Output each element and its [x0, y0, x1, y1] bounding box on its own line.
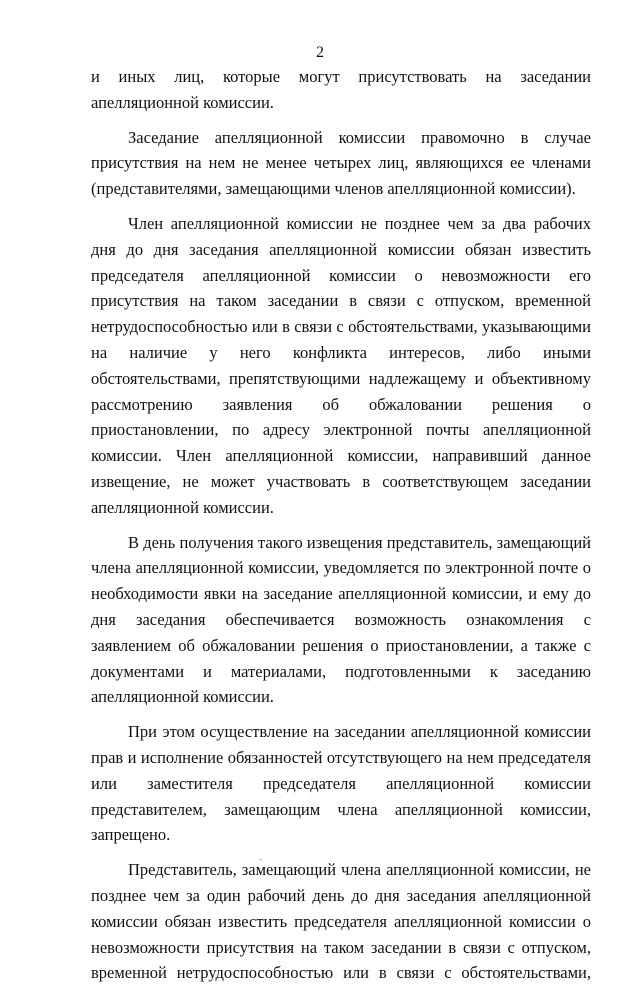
page-number: 2 [316, 44, 324, 61]
scan-artifact [259, 859, 262, 860]
paragraph-representative-notification: В день получения такого извещения представитель, замещающий члена апелляционной комиссии, уведомляется по электронной почте о необходимости явки на заседание апелляционной комиссии, и ему до дня заседания обеспечивается возможность ознакомления с заявлением об обжаловании решения о приостановлении, а также с документами и материалами, подготовленными к заседанию апелляционной комиссии. [91, 532, 591, 707]
paragraph-prohibition: При этом осуществление на заседании апелляционной комиссии прав и исполнение обязанностей отсутствующего на нем председателя или заместителя председателя апелляционной комиссии представителем, замещающим члена апелляционной комиссии, запрещено. [91, 722, 591, 845]
paragraph-quorum: Заседание апелляционной комиссии правомочно в случае присутствия на нем не менее четырех лиц, являющихся ее членами (представителями, замещающими членов апелляционной комиссии). [91, 127, 591, 199]
document-body [91, 64, 591, 986]
paragraph-continuation: и иных лиц, которые могут присутствовать на заседании апелляционной комиссии. [91, 67, 591, 112]
paragraph-representative-notice: Представитель, замещающий члена апелляционной комиссии, не позднее чем за один рабочий день до дня заседания апелляционной комиссии обязан известить председателя апелляционной комиссии о невозможности присутствия на таком заседании в связи с отпуском, временной нетрудоспособностью или в связи с обстоятельствами, [91, 860, 591, 983]
paragraph-member-notice: Член апелляционной комиссии не позднее чем за два рабочих дня до дня заседания апелляционной комиссии обязан известить председателя апелляционной комиссии о невозможности его присутствия на таком заседании в связи с отпуском, временной нетрудоспособностью или в связи с обстоятельствами, указывающими на наличие у него конфликта интересов, либо иными обстоятельствами, препятствующими надлежащему и объективному рассмотрению заявления об обжаловании решения о приостановлении, по адресу электронной почты апелляционной комиссии. Член апелляционной комиссии, направивший данное извещение, не может участвовать в соответствующем заседании апелляционной комиссии. [91, 213, 591, 517]
